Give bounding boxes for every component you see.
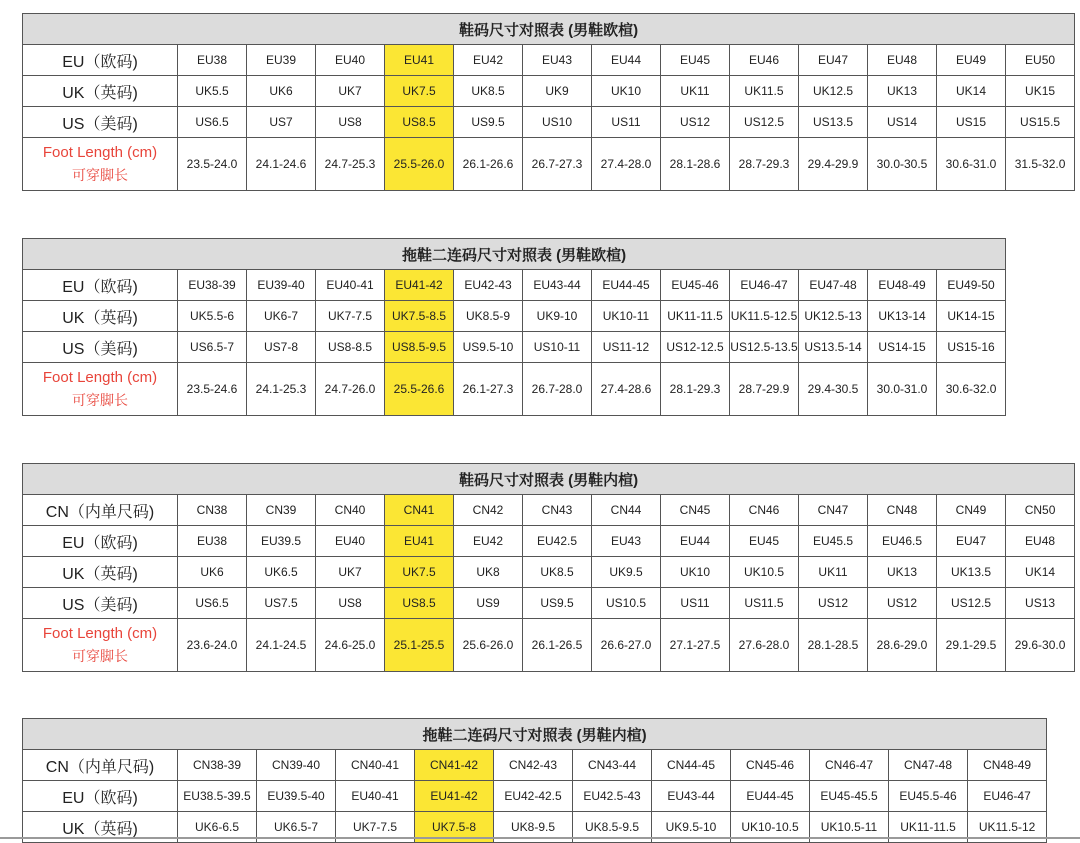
- table-cell: EU42.5-43: [573, 781, 652, 812]
- table-cell: UK12.5-13: [799, 301, 868, 332]
- table-cell: EU43: [523, 45, 592, 76]
- table-cell: UK8.5: [523, 557, 592, 588]
- table-cell: EU50: [1006, 45, 1075, 76]
- table-cell: 29.4-30.5: [799, 363, 868, 416]
- table-cell: UK9: [523, 76, 592, 107]
- row-label: CN（内单尺码): [23, 495, 178, 526]
- table-cell-highlight: CN41-42: [415, 750, 494, 781]
- table-cell: US15.5: [1006, 107, 1075, 138]
- table-cell-highlight: US8.5: [385, 107, 454, 138]
- table-cell: US13.5-14: [799, 332, 868, 363]
- table-title: 鞋码尺寸对照表 (男鞋欧楦): [23, 14, 1075, 45]
- table-cell: CN40: [316, 495, 385, 526]
- row-label: UK（英码): [23, 812, 178, 843]
- table-cell: US12.5-13.5: [730, 332, 799, 363]
- table-cell: EU45.5-46: [889, 781, 968, 812]
- table-cell: UK7-7.5: [316, 301, 385, 332]
- table-cell: UK13: [868, 557, 937, 588]
- foot-length-label-zh: 可穿脚长: [72, 648, 128, 664]
- table-cell: UK13-14: [868, 301, 937, 332]
- table-cell: EU45-45.5: [810, 781, 889, 812]
- table-cell: 28.7-29.9: [730, 363, 799, 416]
- table-cell: UK10.5: [730, 557, 799, 588]
- table-cell: UK11: [661, 76, 730, 107]
- row-label: CN（内单尺码): [23, 750, 178, 781]
- table-cell: US8: [316, 588, 385, 619]
- table-cell: 25.6-26.0: [454, 619, 523, 672]
- table-cell: UK11-11.5: [889, 812, 968, 843]
- table-cell-highlight: EU41: [385, 45, 454, 76]
- table-cell: UK9.5-10: [652, 812, 731, 843]
- table-cell: CN50: [1006, 495, 1075, 526]
- table-row: [23, 557, 1075, 588]
- table-cell: US10-11: [523, 332, 592, 363]
- table-title: 鞋码尺寸对照表 (男鞋内楦): [23, 464, 1075, 495]
- table-cell: EU46: [730, 45, 799, 76]
- table-cell: CN40-41: [336, 750, 415, 781]
- table-cell: US14: [868, 107, 937, 138]
- table-cell: EU39: [247, 45, 316, 76]
- table-cell: UK10: [592, 76, 661, 107]
- table-row: [23, 619, 1075, 672]
- table-cell: EU42: [454, 45, 523, 76]
- table-cell: UK11-11.5: [661, 301, 730, 332]
- table-cell: UK8.5: [454, 76, 523, 107]
- table-row: [23, 270, 1006, 301]
- table-cell: 27.6-28.0: [730, 619, 799, 672]
- table-cell: CN42-43: [494, 750, 573, 781]
- table-cell: CN45-46: [731, 750, 810, 781]
- table-cell-highlight: UK7.5-8: [415, 812, 494, 843]
- table-cell: US14-15: [868, 332, 937, 363]
- table-cell: US11.5: [730, 588, 799, 619]
- table-cell: 27.1-27.5: [661, 619, 730, 672]
- table-cell-highlight: EU41-42: [385, 270, 454, 301]
- table-cell: EU42: [454, 526, 523, 557]
- foot-length-label: [23, 619, 178, 672]
- table-cell: CN39: [247, 495, 316, 526]
- table-title: 拖鞋二连码尺寸对照表 (男鞋内楦): [23, 719, 1047, 750]
- table-row: [23, 750, 1047, 781]
- table-cell: 28.1-28.6: [661, 138, 730, 191]
- table-cell: UK8: [454, 557, 523, 588]
- table-cell: UK6-6.5: [178, 812, 257, 843]
- table-cell: 29.1-29.5: [937, 619, 1006, 672]
- table-cell: 27.4-28.6: [592, 363, 661, 416]
- size-table-slipper-cn-last: [22, 718, 1047, 843]
- size-table-cn-last: [22, 463, 1075, 672]
- table-row: [23, 107, 1075, 138]
- table-cell: 23.5-24.6: [178, 363, 247, 416]
- foot-length-label: [23, 363, 178, 416]
- table-cell: UK11.5-12: [968, 812, 1047, 843]
- table-cell: EU43-44: [652, 781, 731, 812]
- table-cell: US11-12: [592, 332, 661, 363]
- table-cell: UK7-7.5: [336, 812, 415, 843]
- table-cell: US9.5-10: [454, 332, 523, 363]
- table-cell: EU45: [661, 45, 730, 76]
- table-cell-highlight: 25.5-26.6: [385, 363, 454, 416]
- table-cell: EU38-39: [178, 270, 247, 301]
- table-cell: EU43-44: [523, 270, 592, 301]
- table-cell: EU44-45: [592, 270, 661, 301]
- table-cell: EU48-49: [868, 270, 937, 301]
- table-cell: 26.7-27.3: [523, 138, 592, 191]
- table-cell: EU42.5: [523, 526, 592, 557]
- table-cell: US13.5: [799, 107, 868, 138]
- table-cell-highlight: CN41: [385, 495, 454, 526]
- row-label: EU（欧码): [23, 781, 178, 812]
- table-cell: EU40: [316, 526, 385, 557]
- foot-length-label-zh: 可穿脚长: [72, 392, 128, 408]
- bottom-divider: [0, 837, 1080, 839]
- row-label: EU（欧码): [23, 45, 178, 76]
- table-cell: UK5.5-6: [178, 301, 247, 332]
- row-label: US（美码): [23, 332, 178, 363]
- table-cell: EU46-47: [730, 270, 799, 301]
- table-cell: EU49-50: [937, 270, 1006, 301]
- table-cell: US12.5: [937, 588, 1006, 619]
- table-cell: US6.5-7: [178, 332, 247, 363]
- table-cell: 26.1-27.3: [454, 363, 523, 416]
- table-cell: 31.5-32.0: [1006, 138, 1075, 191]
- table-cell: 23.5-24.0: [178, 138, 247, 191]
- table-cell: 24.1-24.6: [247, 138, 316, 191]
- table-cell: UK7: [316, 557, 385, 588]
- table-cell: UK5.5: [178, 76, 247, 107]
- table-row: [23, 76, 1075, 107]
- row-label: US（美码): [23, 107, 178, 138]
- table-cell: CN46: [730, 495, 799, 526]
- foot-length-label-en: Foot Length (cm): [42, 144, 158, 161]
- table-cell-highlight: 25.1-25.5: [385, 619, 454, 672]
- table-cell: CN48-49: [968, 750, 1047, 781]
- table-cell: US9.5: [454, 107, 523, 138]
- table-cell-highlight: UK7.5-8.5: [385, 301, 454, 332]
- table-cell: UK11.5: [730, 76, 799, 107]
- table-cell: CN42: [454, 495, 523, 526]
- table-cell: CN43-44: [573, 750, 652, 781]
- table-cell: EU38: [178, 45, 247, 76]
- table-cell: UK7: [316, 76, 385, 107]
- table-cell: CN38-39: [178, 750, 257, 781]
- table-cell: UK15: [1006, 76, 1075, 107]
- table-cell: 24.1-24.5: [247, 619, 316, 672]
- table-cell-highlight: UK7.5: [385, 557, 454, 588]
- table-row: [23, 138, 1075, 191]
- table-cell: US15-16: [937, 332, 1006, 363]
- table-cell: 24.7-26.0: [316, 363, 385, 416]
- table-cell: US10: [523, 107, 592, 138]
- table-cell: CN47: [799, 495, 868, 526]
- table-cell: UK6.5-7: [257, 812, 336, 843]
- table-cell: EU46.5: [868, 526, 937, 557]
- table-row: [23, 495, 1075, 526]
- table-cell: 23.6-24.0: [178, 619, 247, 672]
- table-cell: US7: [247, 107, 316, 138]
- table-cell: EU38: [178, 526, 247, 557]
- table-cell: UK9.5: [592, 557, 661, 588]
- table-cell: CN49: [937, 495, 1006, 526]
- table-cell: 28.1-29.3: [661, 363, 730, 416]
- table-cell: EU47: [799, 45, 868, 76]
- table-row: [23, 363, 1006, 416]
- table-cell: UK10: [661, 557, 730, 588]
- foot-length-label-en: Foot Length (cm): [42, 369, 158, 386]
- table-cell: CN47-48: [889, 750, 968, 781]
- table-cell: US9: [454, 588, 523, 619]
- table-cell: US10.5: [592, 588, 661, 619]
- table-cell: 26.6-27.0: [592, 619, 661, 672]
- table-cell: UK6.5: [247, 557, 316, 588]
- foot-length-label-zh: 可穿脚长: [72, 167, 128, 183]
- table-cell: UK6: [247, 76, 316, 107]
- table-cell: 30.6-31.0: [937, 138, 1006, 191]
- table-cell: US6.5: [178, 588, 247, 619]
- table-cell: UK10-11: [592, 301, 661, 332]
- row-label: UK（英码): [23, 76, 178, 107]
- row-label: EU（欧码): [23, 270, 178, 301]
- table-cell: UK6-7: [247, 301, 316, 332]
- table-row: [23, 781, 1047, 812]
- table-cell: US11: [661, 588, 730, 619]
- table-cell: CN48: [868, 495, 937, 526]
- table-cell-highlight: UK7.5: [385, 76, 454, 107]
- table-cell: UK8-9.5: [494, 812, 573, 843]
- table-cell: EU46-47: [968, 781, 1047, 812]
- table-cell: UK11.5-12.5: [730, 301, 799, 332]
- table-cell: US12: [799, 588, 868, 619]
- table-cell: UK13: [868, 76, 937, 107]
- table-cell: EU47-48: [799, 270, 868, 301]
- table-cell: UK6: [178, 557, 247, 588]
- table-cell: US8: [316, 107, 385, 138]
- size-table-slipper-eu-last: [22, 238, 1006, 416]
- table-cell-highlight: EU41: [385, 526, 454, 557]
- foot-length-label-en: Foot Length (cm): [42, 625, 158, 642]
- table-cell: EU48: [868, 45, 937, 76]
- table-cell: EU44: [592, 45, 661, 76]
- table-cell: 30.6-32.0: [937, 363, 1006, 416]
- row-label: US（美码): [23, 588, 178, 619]
- table-cell: EU40-41: [316, 270, 385, 301]
- table-row: [23, 588, 1075, 619]
- table-cell: 26.7-28.0: [523, 363, 592, 416]
- table-cell: EU44-45: [731, 781, 810, 812]
- table-cell: EU39.5-40: [257, 781, 336, 812]
- table-cell-highlight: EU41-42: [415, 781, 494, 812]
- table-cell: EU42-43: [454, 270, 523, 301]
- table-cell: 29.6-30.0: [1006, 619, 1075, 672]
- table-cell: UK14: [1006, 557, 1075, 588]
- table-cell: EU42-42.5: [494, 781, 573, 812]
- table-row: [23, 301, 1006, 332]
- table-cell: 30.0-31.0: [868, 363, 937, 416]
- row-label: UK（英码): [23, 557, 178, 588]
- table-cell: UK10-10.5: [731, 812, 810, 843]
- table-cell: EU39-40: [247, 270, 316, 301]
- table-cell: US12-12.5: [661, 332, 730, 363]
- table-cell: EU47: [937, 526, 1006, 557]
- table-cell: 26.1-26.6: [454, 138, 523, 191]
- table-cell: EU38.5-39.5: [178, 781, 257, 812]
- table-cell: UK8.5-9.5: [573, 812, 652, 843]
- table-row: [23, 526, 1075, 557]
- table-cell: EU39.5: [247, 526, 316, 557]
- table-cell: CN46-47: [810, 750, 889, 781]
- table-cell: US9.5: [523, 588, 592, 619]
- table-cell: UK9-10: [523, 301, 592, 332]
- table-cell: UK13.5: [937, 557, 1006, 588]
- table-cell: US15: [937, 107, 1006, 138]
- table-cell: US12: [868, 588, 937, 619]
- table-cell: US6.5: [178, 107, 247, 138]
- table-cell: 28.7-29.3: [730, 138, 799, 191]
- table-cell: UK14: [937, 76, 1006, 107]
- table-cell: US11: [592, 107, 661, 138]
- table-cell-highlight: US8.5: [385, 588, 454, 619]
- table-cell: CN44: [592, 495, 661, 526]
- size-table-eu-last: [22, 13, 1075, 191]
- table-cell: EU40: [316, 45, 385, 76]
- table-cell: UK11: [799, 557, 868, 588]
- table-cell: 24.6-25.0: [316, 619, 385, 672]
- row-label: EU（欧码): [23, 526, 178, 557]
- table-cell: 24.1-25.3: [247, 363, 316, 416]
- table-cell: CN43: [523, 495, 592, 526]
- table-cell: EU45: [730, 526, 799, 557]
- table-cell: CN44-45: [652, 750, 731, 781]
- table-cell: CN45: [661, 495, 730, 526]
- table-cell: UK10.5-11: [810, 812, 889, 843]
- table-cell: EU48: [1006, 526, 1075, 557]
- table-cell: US13: [1006, 588, 1075, 619]
- table-cell: 30.0-30.5: [868, 138, 937, 191]
- table-cell: EU44: [661, 526, 730, 557]
- table-title: 拖鞋二连码尺寸对照表 (男鞋欧楦): [23, 239, 1006, 270]
- table-cell: US8-8.5: [316, 332, 385, 363]
- table-cell-highlight: US8.5-9.5: [385, 332, 454, 363]
- table-cell: CN39-40: [257, 750, 336, 781]
- table-cell: US7.5: [247, 588, 316, 619]
- table-cell: EU45-46: [661, 270, 730, 301]
- table-cell: 28.1-28.5: [799, 619, 868, 672]
- table-cell: US7-8: [247, 332, 316, 363]
- table-cell: CN38: [178, 495, 247, 526]
- table-row: [23, 332, 1006, 363]
- foot-length-label: [23, 138, 178, 191]
- table-cell: UK8.5-9: [454, 301, 523, 332]
- table-row: [23, 45, 1075, 76]
- table-cell: 29.4-29.9: [799, 138, 868, 191]
- table-cell: US12: [661, 107, 730, 138]
- table-cell: US12.5: [730, 107, 799, 138]
- row-label: UK（英码): [23, 301, 178, 332]
- table-cell: 27.4-28.0: [592, 138, 661, 191]
- table-cell: EU43: [592, 526, 661, 557]
- table-cell: EU49: [937, 45, 1006, 76]
- table-cell: UK14-15: [937, 301, 1006, 332]
- table-cell: 26.1-26.5: [523, 619, 592, 672]
- table-cell-highlight: 25.5-26.0: [385, 138, 454, 191]
- table-cell: 24.7-25.3: [316, 138, 385, 191]
- table-cell: EU40-41: [336, 781, 415, 812]
- table-cell: EU45.5: [799, 526, 868, 557]
- table-cell: 28.6-29.0: [868, 619, 937, 672]
- table-cell: UK12.5: [799, 76, 868, 107]
